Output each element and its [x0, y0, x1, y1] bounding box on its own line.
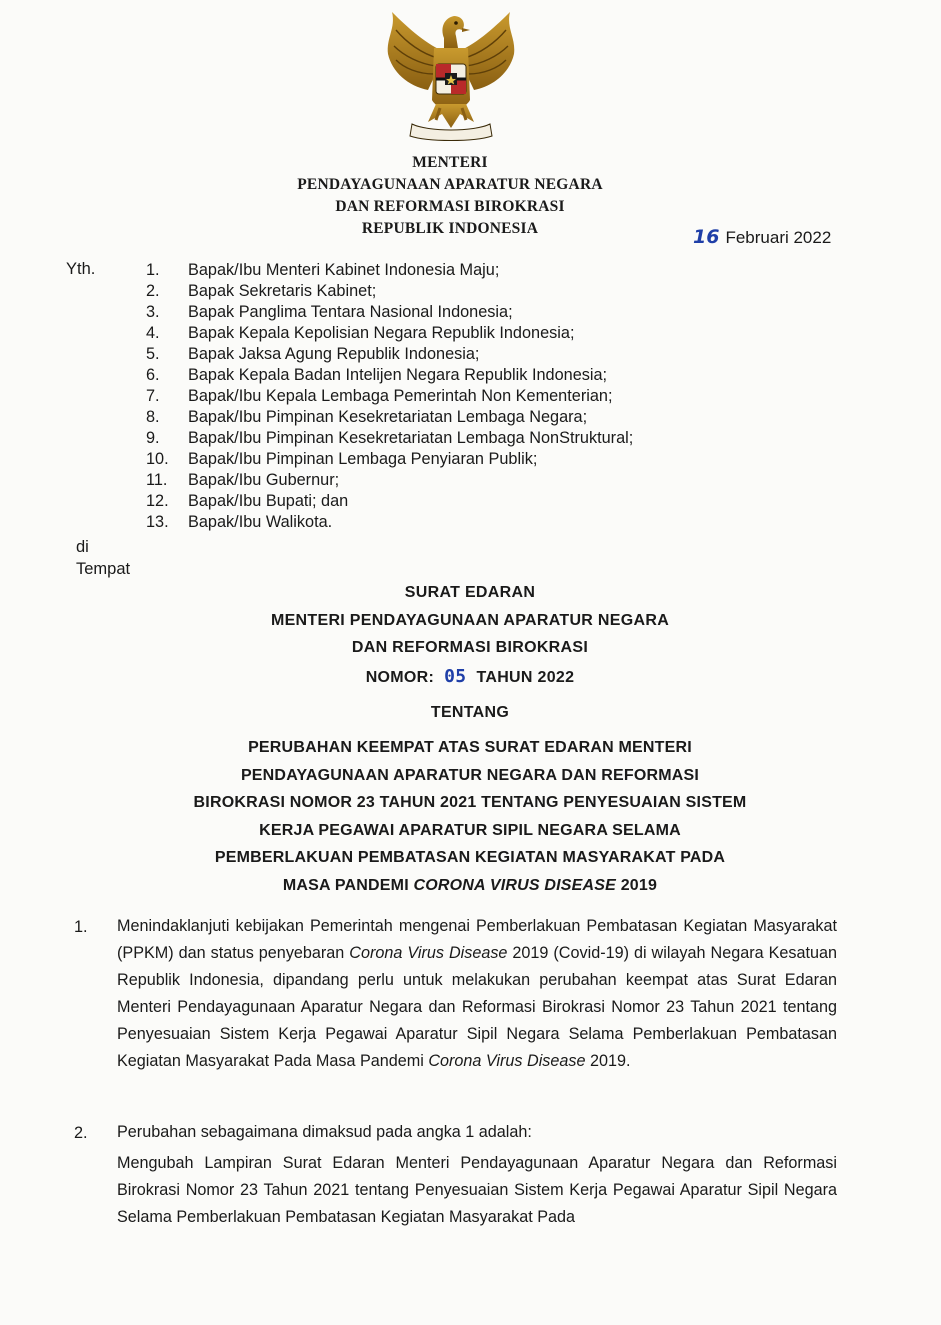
addressee-label: Yth. — [66, 260, 96, 278]
tentang-heading: TENTANG — [430, 704, 510, 721]
addressee-number: 6. — [146, 366, 160, 384]
handwritten-day: 16 — [693, 226, 720, 248]
paragraph-number: 1. — [74, 918, 88, 936]
circular-issuer: MENTERI PENDAYAGUNAAN APARATUR NEGARA — [270, 612, 670, 629]
subject-line: PENDAYAGUNAAN APARATUR NEGARA DAN REFORMASI — [240, 766, 700, 784]
subject-line: PERUBAHAN KEEMPAT ATAS SURAT EDARAN MENTERI — [248, 739, 692, 756]
subject-text: MASA PANDEMI — [282, 876, 414, 894]
addressee-text: Bapak/Ibu Walikota. — [188, 513, 333, 531]
addressee-number: 4. — [146, 324, 160, 342]
addressee-text: Bapak/Ibu Pimpinan Lembaga Penyiaran Publik; — [188, 450, 538, 468]
handwritten-number: 05 — [444, 666, 467, 687]
p1-text: Menindaklanjuti kebijakan Pemerintah mengenai Pemberlakuan Pembatasan Kegiatan Masyarakat (PPKM) dan status penyebaran — [117, 917, 837, 962]
addressee-number: 10. — [146, 450, 169, 468]
addressee-place — [76, 536, 130, 580]
circular-title: SURAT EDARAN — [404, 584, 536, 601]
addressee-text: Bapak/Ibu Pimpinan Kesekretariatan Lembaga NonStruktural; — [188, 429, 634, 447]
circular-number — [150, 666, 790, 687]
addressee-text: Bapak/Ibu Menteri Kabinet Indonesia Maju; — [188, 261, 500, 279]
addressee-text: Bapak Kepala Badan Intelijen Negara Republik Indonesia; — [188, 366, 608, 384]
subject-line: PEMBERLAKUAN PEMBATASAN KEGIATAN MASYARAKAT PADA — [214, 849, 726, 866]
circular-subject — [130, 734, 810, 899]
subject-line: BIROKRASI NOMOR 23 TAHUN 2021 TENTANG PENYESUAIAN SISTEM — [193, 794, 747, 811]
place-line: Tempat — [76, 560, 131, 578]
ministry-header — [230, 152, 670, 240]
addressee-text: Bapak Panglima Tentara Nasional Indonesia; — [188, 303, 513, 321]
addressee-text: Bapak Sekretaris Kabinet; — [188, 282, 377, 300]
subject-line: KERJA PEGAWAI APARATUR SIPIL NEGARA SELAMA — [259, 821, 681, 839]
addressee-number: 12. — [146, 492, 169, 510]
p1-text: 2019 (Covid-19) di wilayah Negara Kesatuan Republik Indonesia, dipandang perlu untuk melakukan perubahan keempat atas Surat Edaran Menteri Pendayagunaan Aparatur Negara dan Reformasi Birokrasi Nomor 23 Tahun 2021 tentang Penyesuaian Sistem Kerja Pegawai Aparatur Sipil Negara Selama Pemberlakuan Pembatasan Kegiatan Masyarakat Pada Masa Pandemi — [117, 944, 837, 1070]
garuda-emblem-icon — [378, 8, 524, 144]
addressee-item — [146, 302, 633, 323]
addressee-text: Bapak/Ibu Bupati; dan — [188, 492, 349, 510]
addressee-item — [146, 281, 633, 302]
addressee-number: 1. — [146, 261, 160, 279]
addressee-text: Bapak/Ibu Kepala Lembaga Pemerintah Non Kementerian; — [188, 387, 613, 405]
addressee-item — [146, 386, 633, 407]
addressee-number: 3. — [146, 303, 160, 321]
addressee-item — [146, 470, 633, 491]
letter-date — [693, 226, 831, 248]
addressee-list — [146, 260, 633, 533]
addressee-text: Bapak Kepala Kepolisian Negara Republik Indonesia; — [188, 324, 575, 342]
addressee-item — [146, 365, 633, 386]
paragraph-2: Mengubah Lampiran Surat Edaran Menteri Pendayagunaan Aparatur Negara dan Reformasi Birokrasi Nomor 23 Tahun 2021 tentang Penyesuaian Sistem Kerja Pegawai Aparatur Sipil Negara Selama Pemberlakuan Pembatasan Kegiatan Masyarakat Pada — [117, 1154, 837, 1226]
nomor-label: NOMOR: — [365, 669, 435, 686]
subject-line — [130, 872, 810, 900]
subject-text: 2019 — [616, 876, 658, 894]
addressee-item — [146, 491, 633, 512]
addressee-number: 5. — [146, 345, 160, 363]
addressee-item — [146, 512, 633, 533]
paragraph-1 — [117, 913, 837, 1075]
addressee-item — [146, 344, 633, 365]
addressee-text: Bapak/Ibu Gubernur; — [188, 471, 340, 489]
addressee-number: 2. — [146, 282, 160, 300]
subject-text: CORONA VIRUS DISEASE — [413, 876, 617, 894]
circular-issuer-2: DAN REFORMASI BIROKRASI — [351, 639, 589, 656]
p1-text: 2019. — [585, 1052, 631, 1070]
addressee-number: 13. — [146, 513, 169, 531]
paragraph-2-intro: Perubahan sebagaimana dimaksud pada angka 1 adalah: — [117, 1123, 532, 1141]
header-line: PENDAYAGUNAAN APARATUR NEGARA — [297, 176, 603, 193]
place-line: di — [76, 538, 89, 556]
header-line: REPUBLIK INDONESIA — [361, 220, 539, 237]
nomor-year: TAHUN 2022 — [476, 669, 575, 686]
header-line: DAN REFORMASI BIROKRASI — [335, 198, 565, 215]
p1-italic: Corona Virus Disease — [349, 944, 508, 962]
addressee-number: 9. — [146, 429, 160, 447]
addressee-item — [146, 260, 633, 281]
addressee-number: 7. — [146, 387, 160, 405]
addressee-item — [146, 323, 633, 344]
addressee-item — [146, 407, 633, 428]
addressee-item — [146, 428, 633, 449]
addressee-text: Bapak Jaksa Agung Republik Indonesia; — [188, 345, 480, 363]
addressee-number: 8. — [146, 408, 160, 426]
addressee-text: Bapak/Ibu Pimpinan Kesekretariatan Lembaga Negara; — [188, 408, 588, 426]
p1-italic: Corona Virus Disease — [428, 1052, 586, 1070]
addressee-item — [146, 449, 633, 470]
header-line: MENTERI — [412, 154, 488, 171]
addressee-number: 11. — [146, 471, 168, 489]
paragraph-number: 2. — [74, 1124, 88, 1142]
date-month-year: Februari 2022 — [725, 228, 832, 247]
